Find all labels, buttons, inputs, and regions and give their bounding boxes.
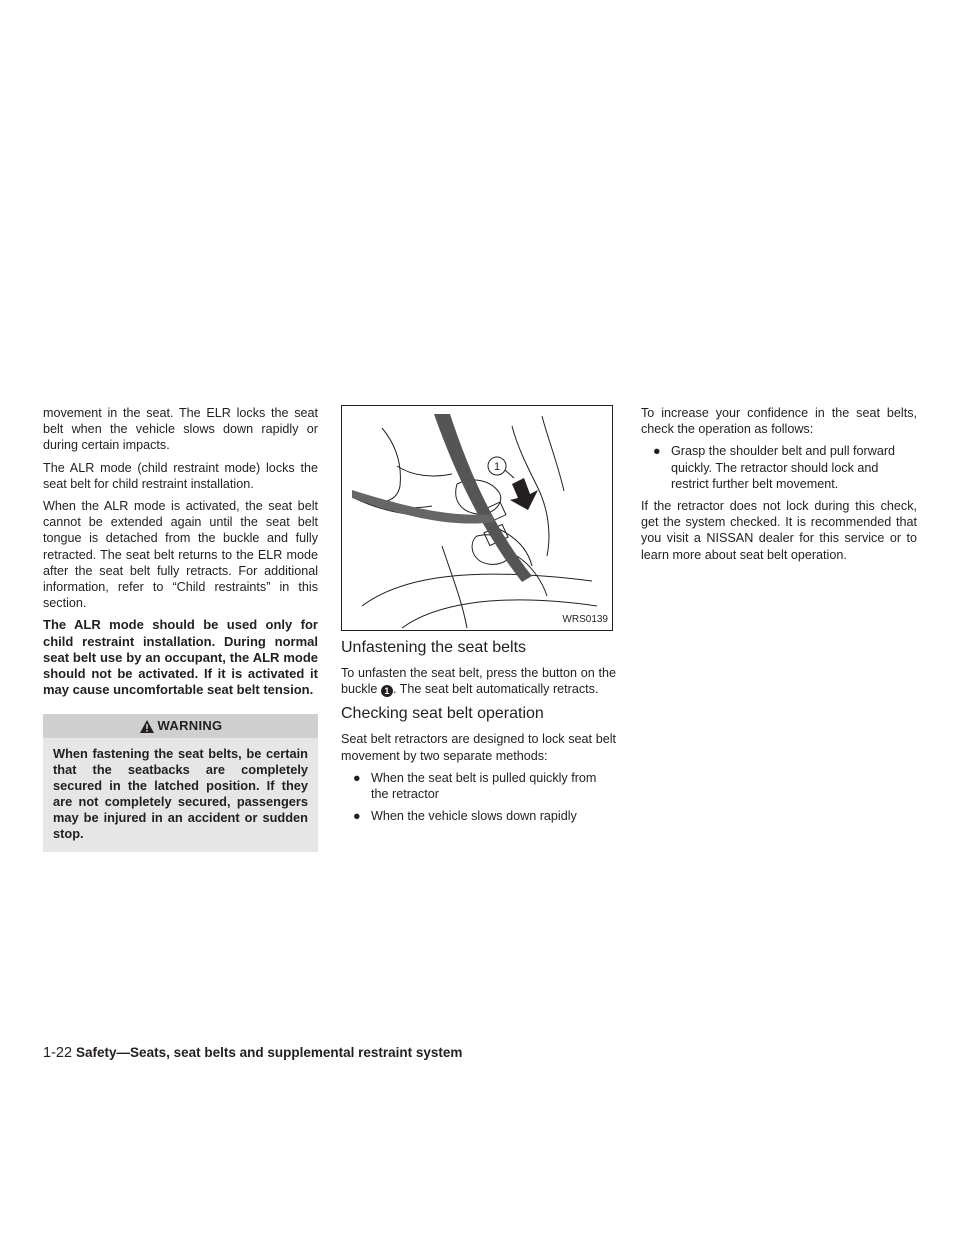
warning-box [43, 714, 318, 852]
figure-code: WRS0139 [562, 613, 608, 625]
list-item [341, 808, 616, 824]
section-title: Safety—Seats, seat belts and supplemental restraint system [76, 1045, 463, 1060]
heading-unfastening: Unfastening the seat belts [341, 639, 527, 656]
warning-text: When fastening the seat belts, be certain that the seatbacks are completely secured in the latched position. If they are not completely secured, passengers may be injured in an accident or sudden stop. [43, 738, 318, 852]
warning-header [43, 714, 318, 738]
text-run: . The seat belt automatically retracts. [392, 682, 599, 697]
seat-belt-illustration [341, 405, 613, 631]
left-column [43, 405, 318, 852]
middle-column [341, 405, 616, 830]
paragraph: When the ALR mode is activated, the seat belt cannot be extended again until the seat belt tongue is detached from the buckle and fully retracted. The seat belt returns to the ELR mode after the seat belt fully retracts. For additional information, refer to “Child restraints” in this section. [43, 499, 318, 611]
paragraph: If the retractor does not lock during this check, get the system checked. It is recommended that you visit a NISSAN dealer for this service or to learn more about seat belt operation. [641, 499, 917, 562]
bullet-icon: ● [353, 809, 361, 824]
list-item [341, 770, 616, 802]
warning-label: WARNING [157, 718, 223, 734]
list-item [641, 443, 917, 492]
page-footer [43, 1045, 462, 1061]
callout-number: 1 [493, 461, 501, 473]
page-number: 1-22 [43, 1045, 73, 1061]
bullet-list [341, 770, 616, 825]
right-column [641, 405, 917, 569]
paragraph: Seat belt retractors are designed to lock seat belt movement by two separate methods: [341, 732, 616, 763]
callout-badge: 1 [381, 685, 393, 697]
bullet-icon: ● [353, 770, 361, 785]
list-item-text: When the seat belt is pulled quickly from the retractor [371, 770, 597, 802]
heading-checking: Checking seat belt operation [341, 705, 544, 723]
text-run: To unfasten the seat belt, press the button on the buckle [341, 666, 616, 697]
warning-icon [139, 719, 155, 734]
bold-paragraph: The ALR mode should be used only for child restraint installation. During normal seat belt use by an occupant, the ALR mode should not be activated. If it is activated it may cause uncomfortable seat belt tension. [43, 617, 318, 698]
bullet-list [641, 443, 917, 492]
seat-belt-buckle-drawing [342, 406, 612, 630]
list-item-text: When the vehicle slows down rapidly [371, 809, 577, 824]
bullet-icon: ● [653, 444, 661, 459]
paragraph: To increase your confidence in the seat belts, check the operation as follows: [641, 406, 917, 437]
list-item-text: Grasp the shoulder belt and pull forward quickly. The retractor should lock and restrict further belt movement. [671, 444, 896, 491]
paragraph [341, 665, 616, 697]
paragraph: movement in the seat. The ELR locks the seat belt when the vehicle slows down rapidly or during certain impacts. [43, 406, 318, 453]
paragraph: The ALR mode (child restraint mode) locks the seat belt for child restraint installation. [43, 460, 318, 491]
